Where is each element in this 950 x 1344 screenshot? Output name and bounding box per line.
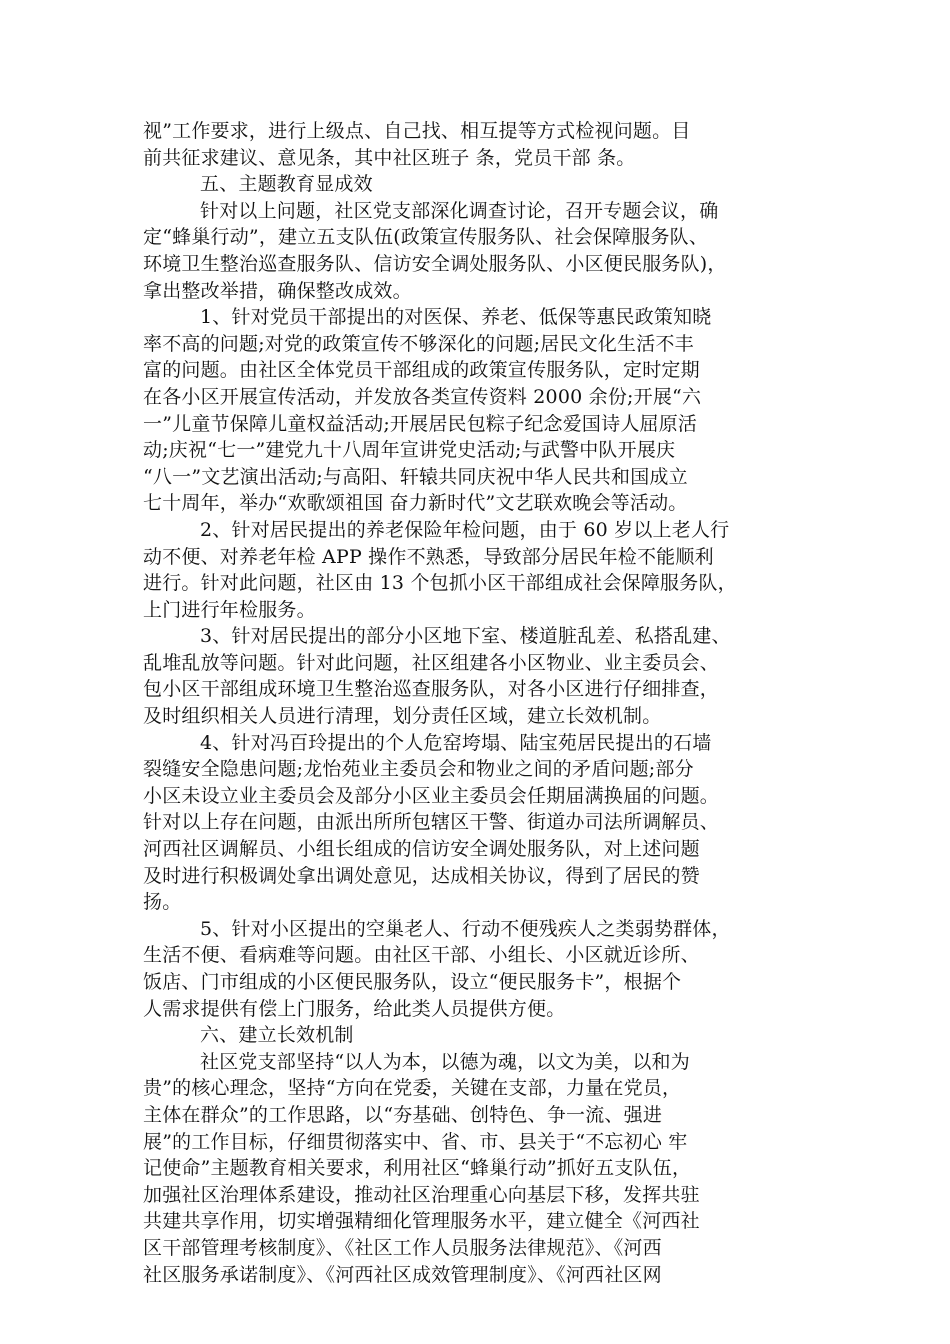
text-line: 及时进行积极调处拿出调处意见，达成相关协议，得到了居民的赞 [143,864,700,887]
text-line: 裂缝安全隐患问题;龙怡苑业主委员会和物业之间的矛盾问题;部分 [143,758,694,781]
text-line: 区干部管理考核制度》、《社区工作人员服务法律规范》、《河西 [143,1236,662,1259]
text-line: 进行。针对此问题，社区由 13 个包抓小区干部组成社会保障服务队， [143,572,737,595]
text-line: 富的问题。由社区全体党员干部组成的政策宣传服务队，定时定期 [143,359,700,382]
text-line: 动;庆祝“七一”建党九十八周年宣讲党史活动;与武警中队开展庆 [143,439,676,462]
text-line: 视”工作要求，进行上级点、自己找、相互提等方式检视问题。目 [143,120,691,142]
text-line: 扬。 [143,891,182,914]
text-line: 六、建立长效机制 [200,1024,354,1047]
text-line: 五、主题教育显成效 [200,173,373,196]
text-line: 4、针对冯百玲提出的个人危窑垮塌、陆宝苑居民提出的石墙 [200,731,712,754]
text-line: 动不便、对养老年检 APP 操作不熟悉，导致部分居民年检不能顺利 [143,545,714,568]
text-line: 加强社区治理体系建设，推动社区治理重心向基层下移，发挥共驻 [143,1183,700,1206]
text-line: 饭店、门市组成的小区便民服务队，设立“便民服务卡”，根据个 [143,971,682,993]
text-line: 2、针对居民提出的养老保险年检问题，由于 60 岁以上老人行 [200,518,730,541]
text-line: 生活不便、看病难等问题。由社区干部、小组长、小区就近诊所、 [143,944,700,967]
text-line: 河西社区调解员、小组长组成的信访安全调处服务队，对上述问题 [143,838,700,861]
text-line: 率不高的问题;对党的政策宣传不够深化的问题;居民文化生活不丰 [143,332,694,355]
text-line: 针对以上问题，社区党支部深化调查讨论，召开专题会议，确 [200,199,719,222]
text-line: 3、针对居民提出的部分小区地下室、楼道脏乱差、私搭乱建、 [200,625,731,648]
text-line: 人需求提供有偿上门服务，给此类人员提供方便。 [143,997,566,1020]
text-line: 定“蜂巢行动”，建立五支队伍(政策宣传服务队、社会保障服务队、 [143,226,709,249]
text-line: 针对以上存在问题，由派出所所包辖区干警、街道办司法所调解员、 [143,811,720,834]
text-line: 上门进行年检服务。 [143,598,316,621]
text-line: 记使命”主题教育相关要求，利用社区“蜂巢行动”抓好五支队伍， [143,1157,692,1180]
text-line: 前共征求建议、意见条，其中社区班子 条，党员干部 条。 [143,146,636,169]
text-line: 展”的工作目标，仔细贯彻落实中、省、市、县关于“不忘初心 牢 [143,1130,688,1153]
text-line: “八一”文艺演出活动;与高阳、轩辕共同庆祝中华人民共和国成立 [143,465,688,488]
text-line: 拿出整改举措，确保整改成效。 [143,279,412,302]
text-line: 七十周年，举办“欢歌颂祖国 奋力新时代”文艺联欢晚会等活动。 [143,492,688,515]
text-line: 贵”的核心理念，坚持“方向在党委，关键在支部，力量在党员， [143,1077,682,1100]
text-line: 社区党支部坚持“以人为本，以德为魂，以文为美，以和为 [200,1050,690,1073]
text-line: 一”儿童节保障儿童权益活动;开展居民包粽子纪念爱国诗人屈原活 [143,412,698,435]
text-line: 5、针对小区提出的空巢老人、行动不便残疾人之类弱势群体， [200,917,731,940]
text-line: 小区未设立业主委员会及部分小区业主委员会任期届满换届的问题。 [143,784,720,807]
text-line: 包小区干部组成环境卫生整治巡查服务队，对各小区进行仔细排查， [143,678,720,701]
text-line: 环境卫生整治巡查服务队、信访安全调处服务队、小区便民服务队)， [143,252,727,275]
document-body [143,118,811,1288]
text-line: 1、针对党员干部提出的对医保、养老、低保等惠民政策知晓 [200,306,712,329]
text-line: 及时组织相关人员进行清理，划分责任区域，建立长效机制。 [143,705,662,728]
text-line: 主体在群众”的工作思路，以“夯基础、创特色、争一流、强进 [143,1103,663,1126]
text-line: 乱堆乱放等问题。针对此问题，社区组建各小区物业、业主委员会、 [143,651,720,674]
text-line: 共建共享作用，切实增强精细化管理服务水平，建立健全《河西社 [143,1210,700,1233]
text-line: 社区服务承诺制度》、《河西社区成效管理制度》、《河西社区网 [143,1263,662,1286]
text-line: 在各小区开展宣传活动，并发放各类宣传资料 2000 余份;开展“六 [143,385,702,408]
